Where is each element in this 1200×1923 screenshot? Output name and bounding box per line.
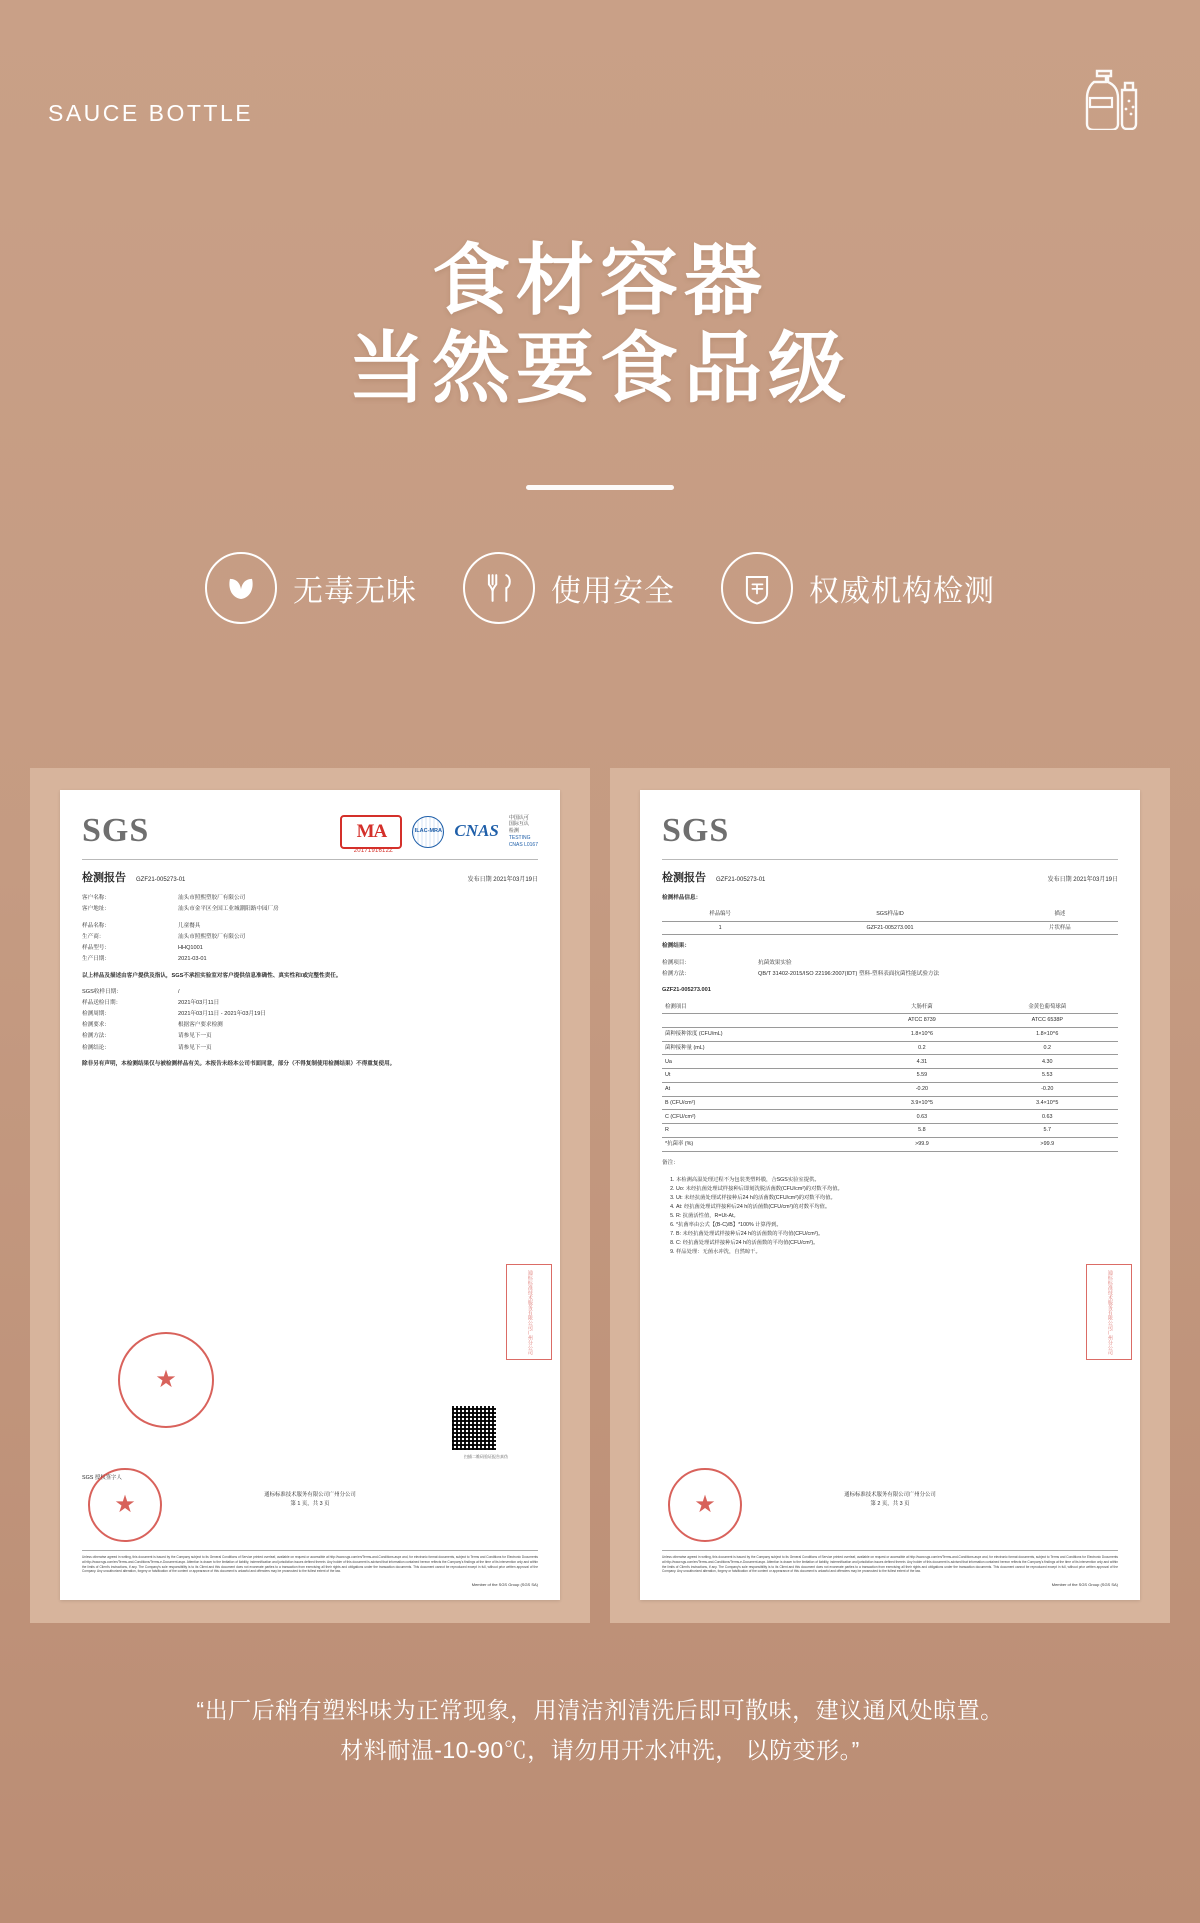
table-row: 检测方法： QB/T 31402-2015/ISO 22196:2007(IDT) 塑料-塑料表面抗菌性能试验方法 [662,970,940,977]
report-number: GZF21-005273-01 [716,877,766,883]
certificate-card-1[interactable] [30,768,590,1623]
list-item: 8. C: 经抗菌处理试样接种后24 h的活菌数的平均值(CFU/cm²)。 [676,1239,1118,1248]
issue-date: 发布日期 2021年03月19日 [467,877,538,883]
sgs-logo: SGS [662,812,730,850]
certificate-gallery [0,768,1200,1623]
report-title: 检测报告 [662,872,706,884]
accreditation-badges [340,814,538,855]
list-item: 4. At: 经抗菌处理试样接种后24 h的活菌数(CFU/cm²)的对数平均值。 [676,1203,1118,1212]
feature-item-nontoxic [205,552,417,624]
sample-table [662,908,1118,936]
report-number: GZF21-005273-01 [136,877,186,883]
table-row: 生产日期： 2021-03-01 [82,956,207,963]
table-row: 样品送检日期： 2021年03月11日 [82,1000,220,1007]
report-statement: 以上样品及描述由客户提供及指认，SGS不承担实验室对客户提供信息准确性、真实性和/或完整性责任。 [82,973,342,980]
list-item: 3. Ut: 未经抗菌处理试样接种后24 h的活菌数(CFU/cm²)的对数平均值。 [676,1194,1118,1203]
table-header-row: 检测项目 大肠杆菌 金黄色葡萄球菌 [662,1000,1118,1013]
table-row: Ut 5.59 5.53 [662,1069,1118,1083]
table-header-row: 样品编号 SGS样品ID 描述 [662,908,1118,921]
table-row: SGS收样日期： / [82,989,180,996]
table-row: B (CFU/cm²) 3.9×10^5 3.4×10^5 [662,1096,1118,1110]
list-item: 1. 本检测高温处理过程不为包装类塑料膜，合SGS实验室提供。 [676,1176,1118,1185]
table-row: 检测要求： 根据客户要求检测 [82,1022,223,1029]
table-row: 检测结论： 请参见下一页 [82,1044,212,1051]
list-item: 9. 样品处理：无菌水冲洗，自然晾干。 [676,1248,1118,1257]
report-logo-row [82,808,538,860]
brand-title: SAUCE BOTTLE [48,100,254,126]
official-seal-2: ★ [668,1468,742,1542]
feature-list [0,552,1200,624]
list-item: 5. R: 抗菌活性值，R=Ut-At。 [676,1212,1118,1221]
qr-caption: 扫描二维码验证报告真伪 [464,1453,508,1459]
care-line-2: 材料耐温-10-90℃，请勿用开水冲洗， 以防变形。” [340,1737,860,1764]
certificate-shield-icon [721,552,793,624]
feature-item-authority-tested [721,552,995,624]
official-seal-1: ★ [118,1332,214,1428]
report-title-row [82,870,538,887]
table-row: *抗菌率 (%) >99.9 >99.9 [662,1137,1118,1151]
ilac-mra-badge-icon: ILAC-MRA [412,816,444,848]
sgs-report-page-2 [640,790,1140,1600]
table-row: R 5.8 5.7 [662,1124,1118,1138]
test-section-label: 检测结果： [662,943,690,950]
terms-fine-print: Unless otherwise agreed in writing, this document is issued by the Company subject to its General Conditions of Service printed overleaf, available on request or accessible at http://www.sgs.com/en/Terms-and-Conditions.aspx and, for electronic format documents, subject to Terms and Conditions for Electronic Documents at http://www.sgs.com/en/Terms-and-Conditions/Terms-e-Document.aspx. Attention is drawn to the limitation of liability, indemnification and jurisdiction issues defined therein. Any holder of this document is advised that information contained hereon reflects the Company's findings at the time of its intervention only and within the limits of Client's instructions, if any. The Company's sole responsibility is to its Client and this document does not exonerate parties to a transaction from exercising all their rights and obligations under the transaction documents. This document cannot be reproduced except in full, without prior written approval of the Company. Any unauthorized alteration, forgery or falsification of the content or appearance of this document is unlawful and offenders may be prosecuted to the fullest extent of the law. [82,1550,538,1574]
table-row: 检测方法： 请参见下一页 [82,1033,212,1040]
table-row: Ua 4.31 4.30 [662,1055,1118,1069]
feature-item-safe-use [463,552,675,624]
results-table [662,1000,1118,1151]
table-row: C (CFU/cm²) 0.63 0.63 [662,1110,1118,1124]
table-row: 检测周期： 2021年03月11日 - 2021年03月19日 [82,1011,266,1018]
side-verification-stamp: 通标标准技术服务有限公司广州分公司 [506,1264,552,1360]
table-row: 样品名称： 儿童餐具 [82,923,201,930]
table-row: 菌种接种量 (mL) 0.2 0.2 [662,1041,1118,1055]
notes-label: 备注： [662,1159,679,1166]
feature-label: 无毒无味 [293,575,417,608]
sample-section-label: 检测样品信息： [662,895,702,902]
list-item: 6. *抗菌率由公式【(B-C)/B】*100% 计算得到。 [676,1221,1118,1230]
side-verification-stamp: 通标标准技术服务有限公司广州分公司 [1086,1264,1132,1360]
report-page-footer: 通标标准技术服务有限公司广州分公司 第 2 页，共 3 页 [844,1492,936,1507]
certificate-card-2[interactable] [610,768,1170,1623]
table-row: 1 GZF21-005273.001 片状样品 [662,921,1118,935]
verification-qr-code[interactable] [452,1406,496,1450]
list-item: 7. B: 未经抗菌处理试样接种后24 h的活菌数的平均值(CFU/cm²)。 [676,1230,1118,1239]
cnas-badge-icon: CNAS [454,821,499,841]
table-row: 客户名称： 汕头市照熙塑胶厂有限公司 [82,895,246,902]
table-row: 生产商： 汕头市照熙塑胶厂有限公司 [82,934,246,941]
official-seal-2: ★ [88,1468,162,1542]
sauce-bottle-icon [1080,68,1140,130]
terms-fine-print: Unless otherwise agreed in writing, this document is issued by the Company subject to its General Conditions of Service printed overleaf, available on request or accessible at http://www.sgs.com/en/Terms-and-Conditions.aspx and, for electronic format documents, subject to Terms and Conditions for Electronic Documents at http://www.sgs.com/en/Terms-and-Conditions/Terms-e-Document.aspx. Attention is drawn to the limitation of liability, indemnification and jurisdiction issues defined therein. Any holder of this document is advised that information contained hereon reflects the Company's findings at the time of its intervention only and within the limits of Client's instructions, if any. The Company's sole responsibility is to its Client and this document does not exonerate parties to a transaction from exercising all their rights and obligations under the transaction documents. This document cannot be reproduced except in full, without prior written approval of the Company. Any unauthorized alteration, forgery or falsification of the content or appearance of this document is unlawful and offenders may be prosecuted to the fullest extent of the law. [662,1550,1118,1574]
sgs-report-page-1 [60,790,560,1600]
report-logo-row [662,808,1118,860]
leaf-icon [205,552,277,624]
test-method-table [662,957,1118,979]
report-title: 检测报告 [82,872,126,884]
client-info-table [82,893,538,915]
feature-label: 权威机构检测 [809,575,995,608]
report-page-footer: 通标标准技术服务有限公司广州分公司 第 1 页，共 3 页 [264,1492,356,1507]
headline-line-1: 食材容器 [431,236,768,324]
headline-divider [526,485,674,490]
care-line-1: “出厂后稍有塑料味为正常现象，用清洁剂清洗后即可散味，建议通风处晾置。 [196,1697,1004,1723]
page-title [0,238,1200,414]
table-row: 检测项目： 抗菌效果实验 [662,959,792,966]
signer-label: SGS 授权签字人 [82,1474,122,1481]
issue-date: 发布日期 2021年03月19日 [1047,877,1118,883]
feature-label: 使用安全 [551,575,675,608]
testing-info-table [82,987,538,1053]
cnas-accreditation-text: 中国认可 国际互认 检测 TESTING CNAS L0167 [508,814,538,848]
headline-line-2: 当然要食品级 [347,324,852,413]
table-row: 菌种接种浓度 (CFU/mL) 1.8×10^6 1.8×10^6 [662,1027,1118,1041]
table-subheader-row: ATCC 8739 ATCC 6538P [662,1014,1118,1028]
table-row: 样品型号： HHQ1001 [82,945,203,952]
sgs-group-member-note: Member of the SGS Group (SGS SA) [471,1581,538,1587]
sample-info-table [82,921,538,965]
table-row: 客户地址： 汕头市金平区全国工业城潮阳路中园厂房 [82,906,279,913]
care-instructions [0,1690,1200,1771]
report-title-row [662,870,1118,887]
report-disclaimer: 除非另有声明，本检测结果仅与被检测样品有关。本报告未经本公司书面同意，部分（不得复制使用检测结果）不得重复使用。 [82,1061,396,1068]
list-item: 2. Uo: 未经抗菌处理试样接种后即刻洗脱活菌数(CFU/cm²)的对数平均值。 [676,1185,1118,1194]
notes-list [676,1176,1118,1257]
sgs-group-member-note: Member of the SGS Group (SGS SA) [1051,1581,1118,1587]
ma-badge-icon: MA 2017191612Z [340,815,402,849]
sgs-logo: SGS [82,812,150,850]
fork-knife-icon [463,552,535,624]
sample-sub-id: GZF21-005273.001 [662,987,711,994]
table-row: At -0.20 -0.20 [662,1082,1118,1096]
